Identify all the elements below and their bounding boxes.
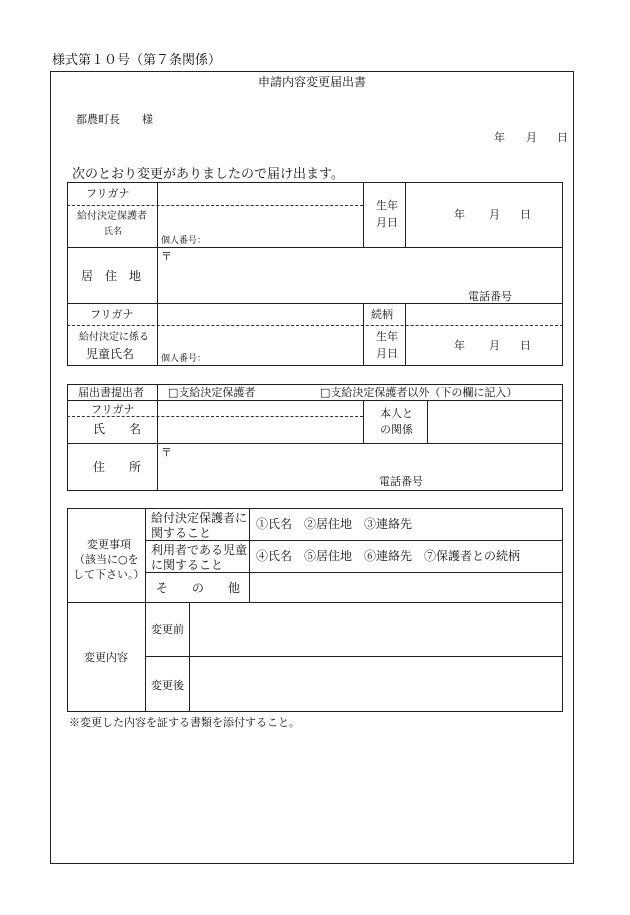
birth-year: 年 bbox=[454, 208, 465, 221]
after-label: 変更後 bbox=[151, 679, 184, 692]
option-other-checkbox[interactable]: □支給決定保護者以外（下の欄に記入） bbox=[320, 386, 518, 399]
child-name-label-1: 給付決定に係る bbox=[79, 332, 149, 343]
child-item-label-1: 利用者である児童 bbox=[151, 543, 248, 557]
birth-day: 日 bbox=[520, 208, 531, 221]
change-items-label-3: して下さい。） bbox=[73, 568, 145, 581]
before-label: 変更前 bbox=[151, 623, 184, 636]
birth-label-1: 生年 bbox=[376, 199, 398, 212]
option-guardian-checkbox[interactable]: □支給決定保護者 bbox=[168, 386, 256, 399]
intro-text: 次のとおり変更がありましたので届け出ます。 bbox=[72, 167, 344, 182]
furigana-label: フリガナ bbox=[86, 187, 130, 200]
furigana-label-2: フリガナ bbox=[90, 308, 134, 321]
guardian-item-label-1: 給付決定保護者に bbox=[151, 511, 248, 525]
birth-label-2: 月日 bbox=[376, 216, 398, 229]
birth2-year: 年 bbox=[454, 339, 465, 352]
submitter-label: 届出書提出者 bbox=[78, 386, 144, 399]
birth2-label-2: 月日 bbox=[376, 347, 398, 360]
personal-number-label: 個人番号： bbox=[161, 236, 207, 246]
change-items-label-1: 変更事項 bbox=[87, 538, 131, 551]
submitter-phone-label: 電話番号 bbox=[379, 475, 423, 488]
footnote: ※変更した内容を証する書類を添付すること。 bbox=[69, 716, 300, 729]
change-items-label-2: （該当に○を bbox=[74, 553, 139, 566]
submitter-furigana-label: フリガナ bbox=[91, 403, 135, 416]
postal-mark: 〒 bbox=[161, 250, 172, 263]
date-year: 年 bbox=[494, 131, 505, 144]
submitter-address-label: 住 所 bbox=[93, 460, 142, 474]
relation-label: 続柄 bbox=[371, 308, 393, 321]
guardian-name-label-1: 給付決定保護者 bbox=[77, 211, 147, 222]
birth2-day: 日 bbox=[520, 339, 531, 352]
guardian-name-label-2: 氏名 bbox=[104, 227, 123, 237]
postal-mark-2: 〒 bbox=[161, 446, 172, 459]
change-content-label: 変更内容 bbox=[84, 651, 128, 664]
birth-month: 月 bbox=[489, 208, 500, 221]
section3-table bbox=[67, 508, 563, 712]
birth2-label-1: 生年 bbox=[376, 330, 398, 343]
addressee: 都農町長 様 bbox=[76, 113, 153, 126]
submitter-name-label: 氏 名 bbox=[93, 422, 142, 436]
date-month: 月 bbox=[526, 131, 537, 144]
relation-label-2: の関係 bbox=[380, 423, 413, 436]
other-label: そ の 他 bbox=[156, 581, 241, 595]
form-number: 様式第１０号（第７条関係） bbox=[52, 53, 222, 68]
personal-number-label-2: 個人番号： bbox=[161, 354, 207, 364]
form-title: 申請内容変更届出書 bbox=[258, 75, 367, 89]
guardian-options[interactable]: ①氏名 ②居住地 ③連絡先 bbox=[256, 517, 413, 531]
phone-label: 電話番号 bbox=[468, 290, 512, 303]
child-name-label-2: 児童氏名 bbox=[86, 347, 135, 361]
child-item-label-2: に関すること bbox=[151, 558, 224, 572]
guardian-item-label-2: 関すること bbox=[151, 526, 212, 540]
date-day: 日 bbox=[557, 131, 568, 144]
child-options[interactable]: ④氏名 ⑤居住地 ⑥連絡先 ⑦保護者との続柄 bbox=[256, 549, 521, 563]
birth2-month: 月 bbox=[489, 339, 500, 352]
relation-label-1: 本人と bbox=[380, 407, 413, 420]
residence-label: 居 住 地 bbox=[81, 269, 142, 283]
